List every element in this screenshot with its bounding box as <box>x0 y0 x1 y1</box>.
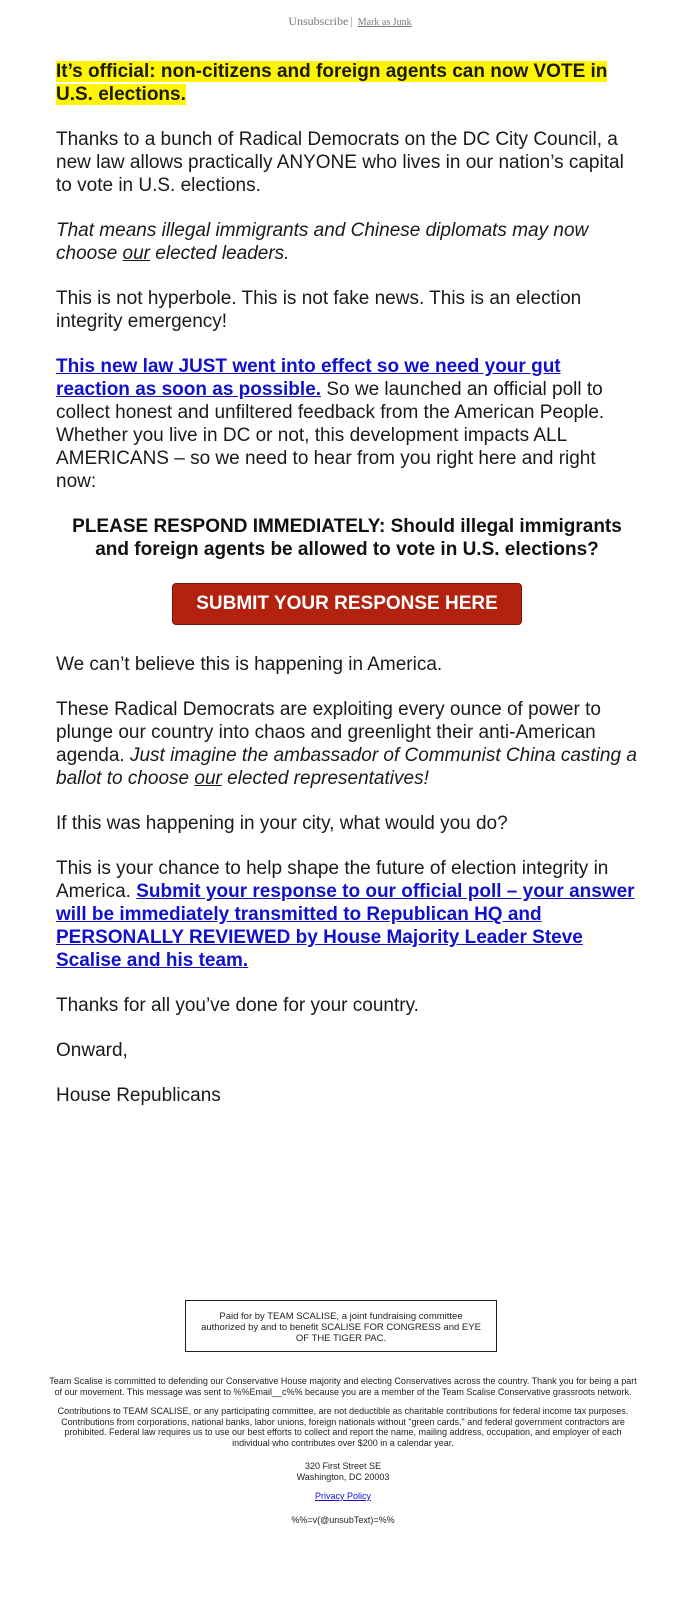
unsubscribe-link[interactable]: Unsubscribe <box>288 14 349 28</box>
paragraph-thanks: Thanks for all you’ve done for your country. <box>56 995 419 1016</box>
paragraph-radical-democrats <box>56 698 638 790</box>
top-links-bar <box>0 14 700 29</box>
headline-highlight: It’s official: non-citizens and foreign agents can now VOTE in U.S. elections. <box>56 61 608 105</box>
link-separator: | <box>350 14 353 28</box>
paragraph-emergency: This is not hyperbole. This is not fake news. This is an election integrity emergency! <box>56 288 582 332</box>
footer-privacy <box>48 1491 638 1502</box>
paragraph-disbelief: We can’t believe this is happening in America. <box>56 654 443 675</box>
footer <box>48 1376 638 1534</box>
submit-response-button[interactable]: SUBMIT YOUR RESPONSE HERE <box>172 583 522 625</box>
paid-for-box: Paid for by TEAM SCALISE, a joint fundraising committee authorized by and to benefit SCALISE FOR CONGRESS and EYE OF THE TIGER PAC. <box>185 1300 497 1352</box>
footer-unsub-code: %%=v(@unsubText)=%% <box>291 1514 395 1525</box>
gut-reaction-link[interactable]: This new law JUST went into effect so we need your gut reaction as soon as possible. <box>56 356 561 400</box>
mark-as-junk-link[interactable]: Mark as Junk <box>357 17 412 28</box>
paragraph-poll <box>56 355 638 493</box>
p2-text-a: That means illegal immigrants and Chinese diplomats may now choose <box>56 220 589 264</box>
p6-text-d: elected representatives! <box>221 768 429 789</box>
signature: House Republicans <box>56 1085 221 1106</box>
paragraph-chance <box>56 857 638 972</box>
closing-onward: Onward, <box>56 1040 128 1061</box>
submit-poll-link[interactable]: Submit your response to our official poll – your answer will be immediately transmitted to Republican HQ and PERSONALLY REVIEWED by House Majority Leader Steve Scalise and his team. <box>56 881 635 971</box>
p6-underlined-our: our <box>194 768 222 789</box>
headline <box>56 60 638 106</box>
poll-question: PLEASE RESPOND IMMEDIATELY: Should illegal immigrants and foreign agents be allowed to vote in U.S. elections? <box>72 516 622 560</box>
paragraph-question-city: If this was happening in your city, what would you do? <box>56 813 508 834</box>
p6-text-a: These Radical Democrats are exploiting every ounce of power to plunge our country into chaos and greenlight their anti-American agenda. <box>56 699 601 766</box>
footer-address <box>48 1461 638 1482</box>
paragraph-intro: Thanks to a bunch of Radical Democrats on the DC City Council, a new law allows practically ANYONE who lives in our nation’s capital to vote in U.S. elections. <box>56 129 624 196</box>
address-line-1: 320 First Street SE <box>304 1461 382 1471</box>
address-line-2: Washington, DC 20003 <box>296 1471 390 1482</box>
p6-text-b: Just imagine the ambassador of Communist China casting a ballot to choose <box>56 745 637 789</box>
p2-underlined-our: our <box>122 243 151 264</box>
p8-text-a: This is your chance to help shape the future of election integrity in America. <box>56 858 609 902</box>
p2-text-c: elected leaders. <box>150 243 290 264</box>
p4-text-rest: So we launched an official poll to collect honest and unfiltered feedback from the American People. Whether you live in DC or not, this development impacts ALL AMERICANS – so we need to hear from you right here and right now: <box>56 379 605 492</box>
email-body <box>56 60 638 1129</box>
privacy-policy-link[interactable]: Privacy Policy <box>314 1491 371 1501</box>
footer-mission: Team Scalise is committed to defending our Conservative House majority and electing Conservatives across the country. Thank you for being a part of our movement. This message was sent to %%Email__c%% because you are a member of the Team Scalise Conservative grassroots network. <box>49 1376 637 1397</box>
footer-contributions-disclaimer: Contributions to TEAM SCALISE, or any participating committee, are not deductible as charitable contributions for federal income tax purposes. Contributions from corporations, national banks, labor unions, foreign nationals without "green cards," and federal government contractors are prohibited. Federal law requires us to use our best efforts to collect and report the name, mailing address, occupation, and employer of each individual who contributes over $200 in a calendar year. <box>57 1406 629 1448</box>
button-wrapper <box>56 583 638 625</box>
paragraph-italic-claim <box>56 219 638 265</box>
